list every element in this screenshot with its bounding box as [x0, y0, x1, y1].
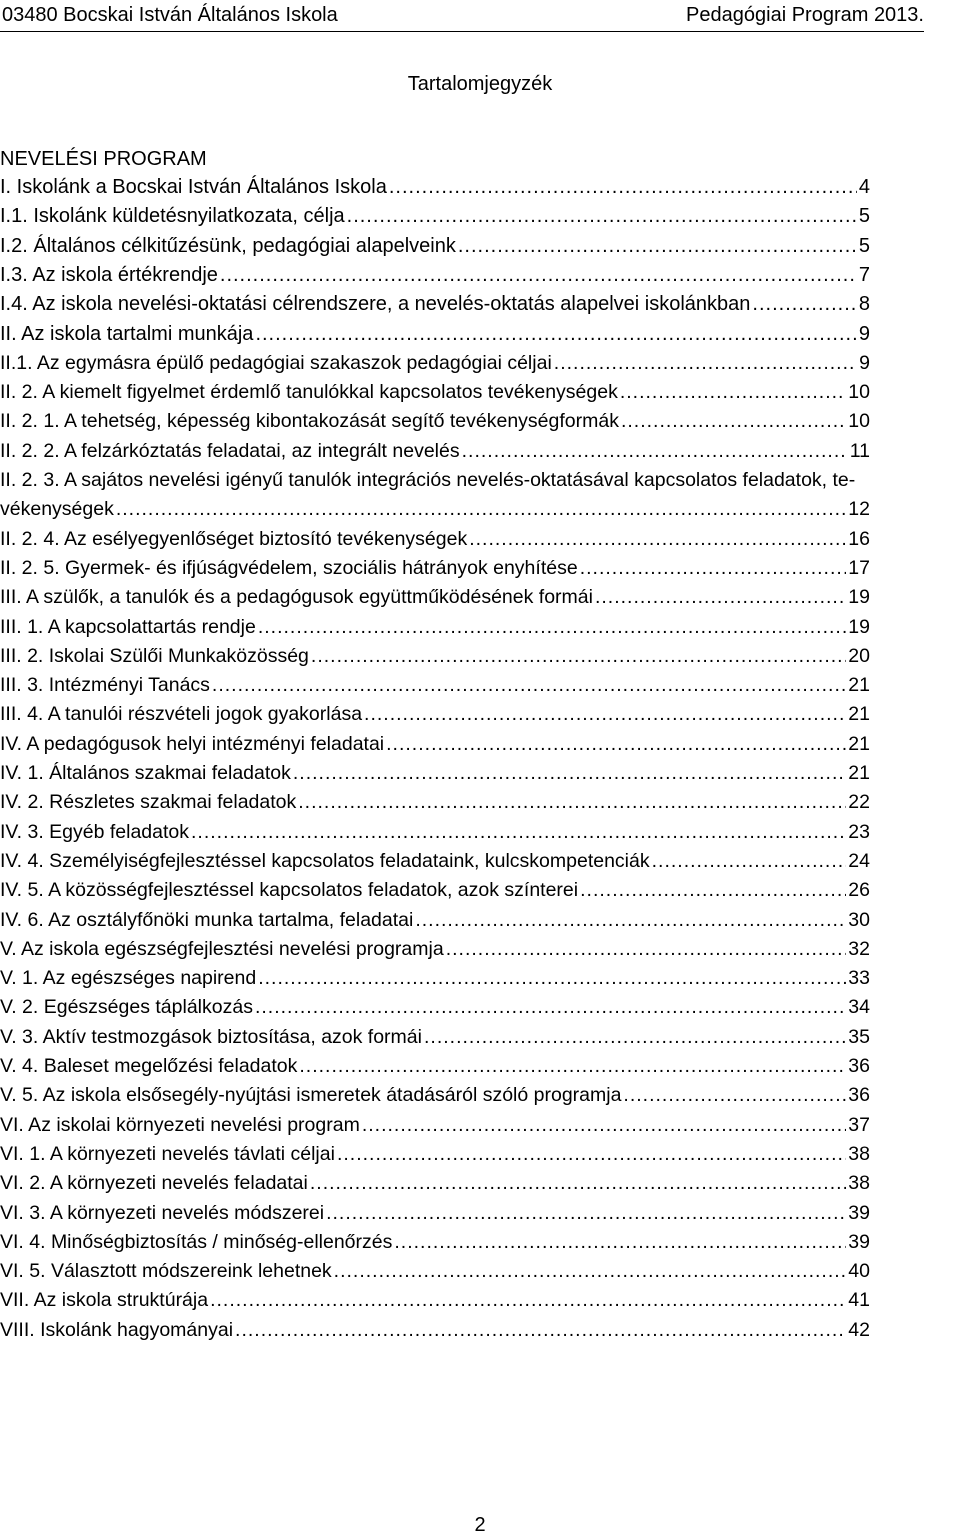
header-school-name: 03480 Bocskai István Általános Iskola — [2, 4, 338, 26]
toc-entry-label: II. 2. 4. Az esélyegyenlőséget biztosító tevékenységek — [0, 527, 468, 550]
toc-entry-leader — [386, 730, 846, 758]
toc-entry-label: V. 5. Az iskola elsősegély-nyújtási ismeretek átadásáról szóló programja — [0, 1084, 622, 1107]
toc-entry[interactable] — [0, 964, 870, 992]
toc-entry-label: IV. 4. Személyiségfejlesztéssel kapcsolatos feladataink, kulcskompetenciák — [0, 849, 650, 872]
toc-entry-leader — [258, 613, 846, 641]
toc-entry-page: 21 — [848, 703, 870, 726]
toc-entry[interactable] — [0, 1257, 870, 1285]
toc-entry-label: I.1. Iskolánk küldetésnyilatkozata, célja — [0, 205, 345, 228]
toc-entry-page: 11 — [849, 439, 870, 462]
toc-entry-page: 39 — [848, 1201, 870, 1224]
toc-entry-label: III. 1. A kapcsolattartás rendje — [0, 615, 256, 638]
toc-entry-label: II.1. Az egymásra épülő pedagógiai szakaszok pedagógiai céljai — [0, 351, 552, 374]
toc-entry-leader — [446, 935, 847, 963]
toc-entry[interactable] — [0, 1111, 870, 1139]
toc-entry-leader — [255, 320, 856, 348]
toc-entry[interactable] — [0, 349, 870, 377]
toc-entry[interactable] — [0, 993, 870, 1021]
toc-entry-page: 4 — [858, 176, 870, 198]
toc-entry[interactable] — [0, 554, 870, 582]
toc-entry-label: III. A szülők, a tanulók és a pedagógusok együttműködésének formái — [0, 586, 593, 609]
toc-entry-label: II. 2. 2. A felzárkóztatás feladatai, az integrált nevelés — [0, 439, 460, 462]
toc-entry-leader — [415, 906, 846, 934]
toc-entry[interactable] — [0, 847, 870, 875]
toc-entry-page: 26 — [848, 879, 870, 902]
toc-entry[interactable] — [0, 583, 870, 611]
toc-entry[interactable] — [0, 613, 870, 641]
toc-entry[interactable] — [0, 261, 870, 289]
toc-entry-label: II. Az iskola tartalmi munkája — [0, 322, 254, 345]
toc-entry-leader — [255, 993, 846, 1021]
toc-entry-page: 22 — [848, 791, 870, 814]
toc-entry-label: II. 2. A kiemelt figyelmet érdemlő tanulókkal kapcsolatos tevékenységek — [0, 381, 618, 404]
toc-entry[interactable] — [0, 906, 870, 934]
toc-entry-leader — [652, 847, 847, 875]
toc-entry-page: 37 — [848, 1113, 870, 1136]
toc-entry-page: 30 — [848, 908, 870, 931]
toc-entry-page: 34 — [848, 996, 870, 1019]
toc-entry-leader — [235, 1316, 846, 1344]
toc-entry-leader — [334, 1257, 847, 1285]
toc-entry-page: 9 — [859, 351, 870, 374]
toc-entry[interactable] — [0, 671, 870, 699]
toc-entry-leader — [212, 671, 846, 699]
toc-entry-page: 36 — [848, 1055, 870, 1077]
toc-entry-label: VII. Az iskola struktúrája — [0, 1289, 209, 1312]
toc-entry-label: IV. 3. Egyéb feladatok — [0, 820, 190, 843]
toc-entry-label: VI. 4. Minőségbiztosítás / minőség-ellenőrzés — [0, 1230, 393, 1253]
toc-entry-page: 5 — [858, 234, 870, 257]
toc-entry-leader — [298, 788, 846, 816]
toc-entry-leader — [337, 1140, 846, 1168]
toc-entry-label: II. 2. 1. A tehetség, képesség kibontakozását segítő tevékenységformák — [0, 410, 619, 433]
toc-entry-leader — [554, 349, 857, 377]
toc-entry[interactable] — [0, 818, 870, 846]
toc-entry-page: 12 — [848, 498, 870, 521]
toc-entry-page: 23 — [848, 820, 870, 843]
toc-entry-label: III. 3. Intézményi Tanács — [0, 674, 210, 697]
toc-entry-label-line1: II. 2. 3. A sajátos nevelési igényű tanulók integrációs nevelés-oktatásával kapcsolatos feladatok, te- — [0, 469, 856, 491]
toc-entry-label: IV. 2. Részletes szakmai feladatok — [0, 791, 297, 814]
toc-entry[interactable] — [0, 407, 870, 435]
toc-entry-label: III. 2. Iskolai Szülői Munkaközösség — [0, 644, 309, 667]
toc-entry[interactable] — [0, 730, 870, 758]
toc-entry-page: 10 — [848, 381, 870, 404]
toc-entry-leader — [310, 1169, 846, 1197]
toc-entry-label: VI. 1. A környezeti nevelés távlati céljai — [0, 1142, 335, 1165]
toc-entry-page: 32 — [848, 937, 870, 960]
toc-entry-leader — [424, 1023, 846, 1051]
toc-entry[interactable] — [0, 495, 870, 523]
toc-entry-leader — [462, 437, 848, 465]
toc-entry-page: 24 — [848, 849, 870, 872]
toc-entry-page: 40 — [848, 1260, 870, 1283]
toc-entry-page: 5 — [858, 205, 870, 228]
section-title: NEVELÉSI PROGRAM — [0, 148, 207, 170]
header-document-title: Pedagógiai Program 2013. — [686, 4, 924, 26]
toc-entry-label: VI. 2. A környezeti nevelés feladatai — [0, 1172, 308, 1195]
toc-entry-label: VI. 5. Választott módszereink lehetnek — [0, 1260, 332, 1283]
toc-entry-page: 19 — [848, 586, 870, 609]
toc-entry[interactable] — [0, 935, 870, 963]
toc-entry-label: III. 4. A tanulói részvételi jogok gyakorlása — [0, 703, 363, 726]
toc-entry-leader — [220, 261, 857, 289]
toc-entry-label: VI. 3. A környezeti nevelés módszerei — [0, 1201, 325, 1224]
toc-entry-page: 9 — [858, 322, 870, 345]
page-header — [0, 0, 960, 34]
toc-entry-page: 8 — [858, 293, 870, 316]
toc-entry-page: 33 — [848, 967, 870, 990]
header-rule — [0, 31, 924, 32]
toc-entry[interactable] — [0, 173, 870, 201]
toc-entry-leader — [311, 642, 846, 670]
toc-entry-label: vékenységek — [0, 498, 114, 521]
toc-entry-page: 16 — [848, 527, 870, 550]
toc-entry-label: I.2. Általános célkitűzésünk, pedagógiai alapelveink — [0, 234, 456, 257]
toc-entry-leader — [580, 876, 846, 904]
toc-entry[interactable] — [0, 525, 870, 553]
toc-entry[interactable] — [0, 642, 870, 670]
toc-entry-page: 36 — [848, 1084, 870, 1107]
toc-entry-label: I.4. Az iskola nevelési-oktatási célrendszere, a nevelés-oktatás alapelvei iskolánkban — [0, 293, 751, 316]
toc-title: Tartalomjegyzék — [407, 73, 553, 95]
toc-entry-page: 21 — [848, 674, 870, 697]
toc-entry[interactable] — [0, 700, 870, 728]
toc-entry[interactable] — [0, 788, 870, 816]
toc-entry[interactable] — [0, 378, 870, 406]
toc-entry-label: V. 2. Egészséges táplálkozás — [0, 996, 253, 1019]
toc-entry[interactable] — [0, 437, 870, 465]
toc-entry-leader — [389, 173, 857, 201]
toc-entry[interactable] — [0, 232, 870, 260]
toc-entry-leader — [258, 964, 846, 992]
toc-entry-leader — [595, 583, 846, 611]
page-number: 2 — [474, 1514, 486, 1536]
toc-entry-page: 35 — [848, 1025, 870, 1048]
toc-entry[interactable] — [0, 1316, 870, 1344]
toc-entry-leader — [293, 759, 846, 787]
toc-entry[interactable] — [0, 202, 870, 230]
toc-entry[interactable] — [0, 1023, 870, 1051]
toc-entry[interactable] — [0, 1228, 870, 1256]
toc-entry-page: 7 — [858, 263, 870, 286]
toc-entry[interactable] — [0, 1286, 870, 1314]
toc-entry[interactable] — [0, 290, 870, 318]
toc-entry-page: 20 — [848, 644, 870, 667]
toc-entry-page: 19 — [848, 615, 870, 638]
toc-entry-leader — [623, 1081, 846, 1109]
toc-entry-page: 39 — [848, 1230, 870, 1253]
toc-entry[interactable] — [0, 1199, 870, 1227]
toc-entry-page: 38 — [848, 1142, 870, 1165]
toc-entry-label: V. 3. Aktív testmozgások biztosítása, azok formái — [0, 1025, 422, 1048]
toc-entry-page: 21 — [848, 762, 870, 784]
toc-entry-label: V. 1. Az egészséges napirend — [0, 967, 257, 990]
toc-entry[interactable] — [0, 876, 870, 904]
toc-entry-leader — [621, 407, 846, 435]
toc-entry-label: V. Az iskola egészségfejlesztési nevelési programja — [0, 937, 444, 960]
toc-entry-label: I. Iskolánk a Bocskai István Általános Iskola — [0, 176, 387, 198]
toc-entry-label: V. 4. Baleset megelőzési feladatok — [0, 1055, 298, 1077]
toc-entry-leader — [326, 1199, 846, 1227]
toc-entry[interactable] — [0, 320, 870, 348]
toc-entry-leader — [210, 1286, 846, 1314]
toc-entry-label: IV. A pedagógusok helyi intézményi feladatai — [0, 732, 385, 755]
toc-entry-label: IV. 5. A közösségfejlesztéssel kapcsolatos feladatok, azok színterei — [0, 879, 579, 902]
toc-entry-page: 21 — [848, 732, 870, 755]
toc-entry-page: 10 — [848, 410, 870, 433]
toc-entry-leader — [191, 818, 846, 846]
toc-entry-leader — [362, 1111, 846, 1139]
toc-entry-leader — [394, 1228, 846, 1256]
toc-entry-label: IV. 6. Az osztályfőnöki munka tartalma, feladatai — [0, 908, 414, 931]
toc-entry-leader — [580, 554, 847, 582]
toc-entry-page: 42 — [848, 1318, 870, 1341]
toc-entry-label: VI. Az iskolai környezeti nevelési program — [0, 1113, 360, 1136]
toc-entry-page: 17 — [848, 556, 870, 579]
toc-entry-label: VIII. Iskolánk hagyományai — [0, 1318, 234, 1341]
toc-entry-leader — [620, 378, 846, 406]
toc-entry-leader — [364, 700, 846, 728]
toc-entry[interactable] — [0, 1081, 870, 1109]
toc-entry-leader — [347, 202, 857, 230]
toc-entry-label: II. 2. 5. Gyermek- és ifjúságvédelem, szociális hátrányok enyhítése — [0, 556, 578, 579]
toc-entry[interactable] — [0, 1052, 870, 1080]
toc-entry-label: IV. 1. Általános szakmai feladatok — [0, 762, 291, 784]
toc-entry[interactable] — [0, 1169, 870, 1197]
toc-entry-page: 38 — [848, 1172, 870, 1195]
toc-entry[interactable] — [0, 1140, 870, 1168]
toc-entry-leader — [116, 495, 846, 523]
toc-entry[interactable] — [0, 759, 870, 787]
toc-entry-label: I.3. Az iskola értékrendje — [0, 263, 218, 286]
toc-entry-leader — [458, 232, 857, 260]
toc-entry-leader — [469, 525, 846, 553]
toc-entry-leader — [752, 290, 856, 318]
toc-entry-leader — [299, 1052, 846, 1080]
toc-entry-page: 41 — [848, 1289, 870, 1312]
